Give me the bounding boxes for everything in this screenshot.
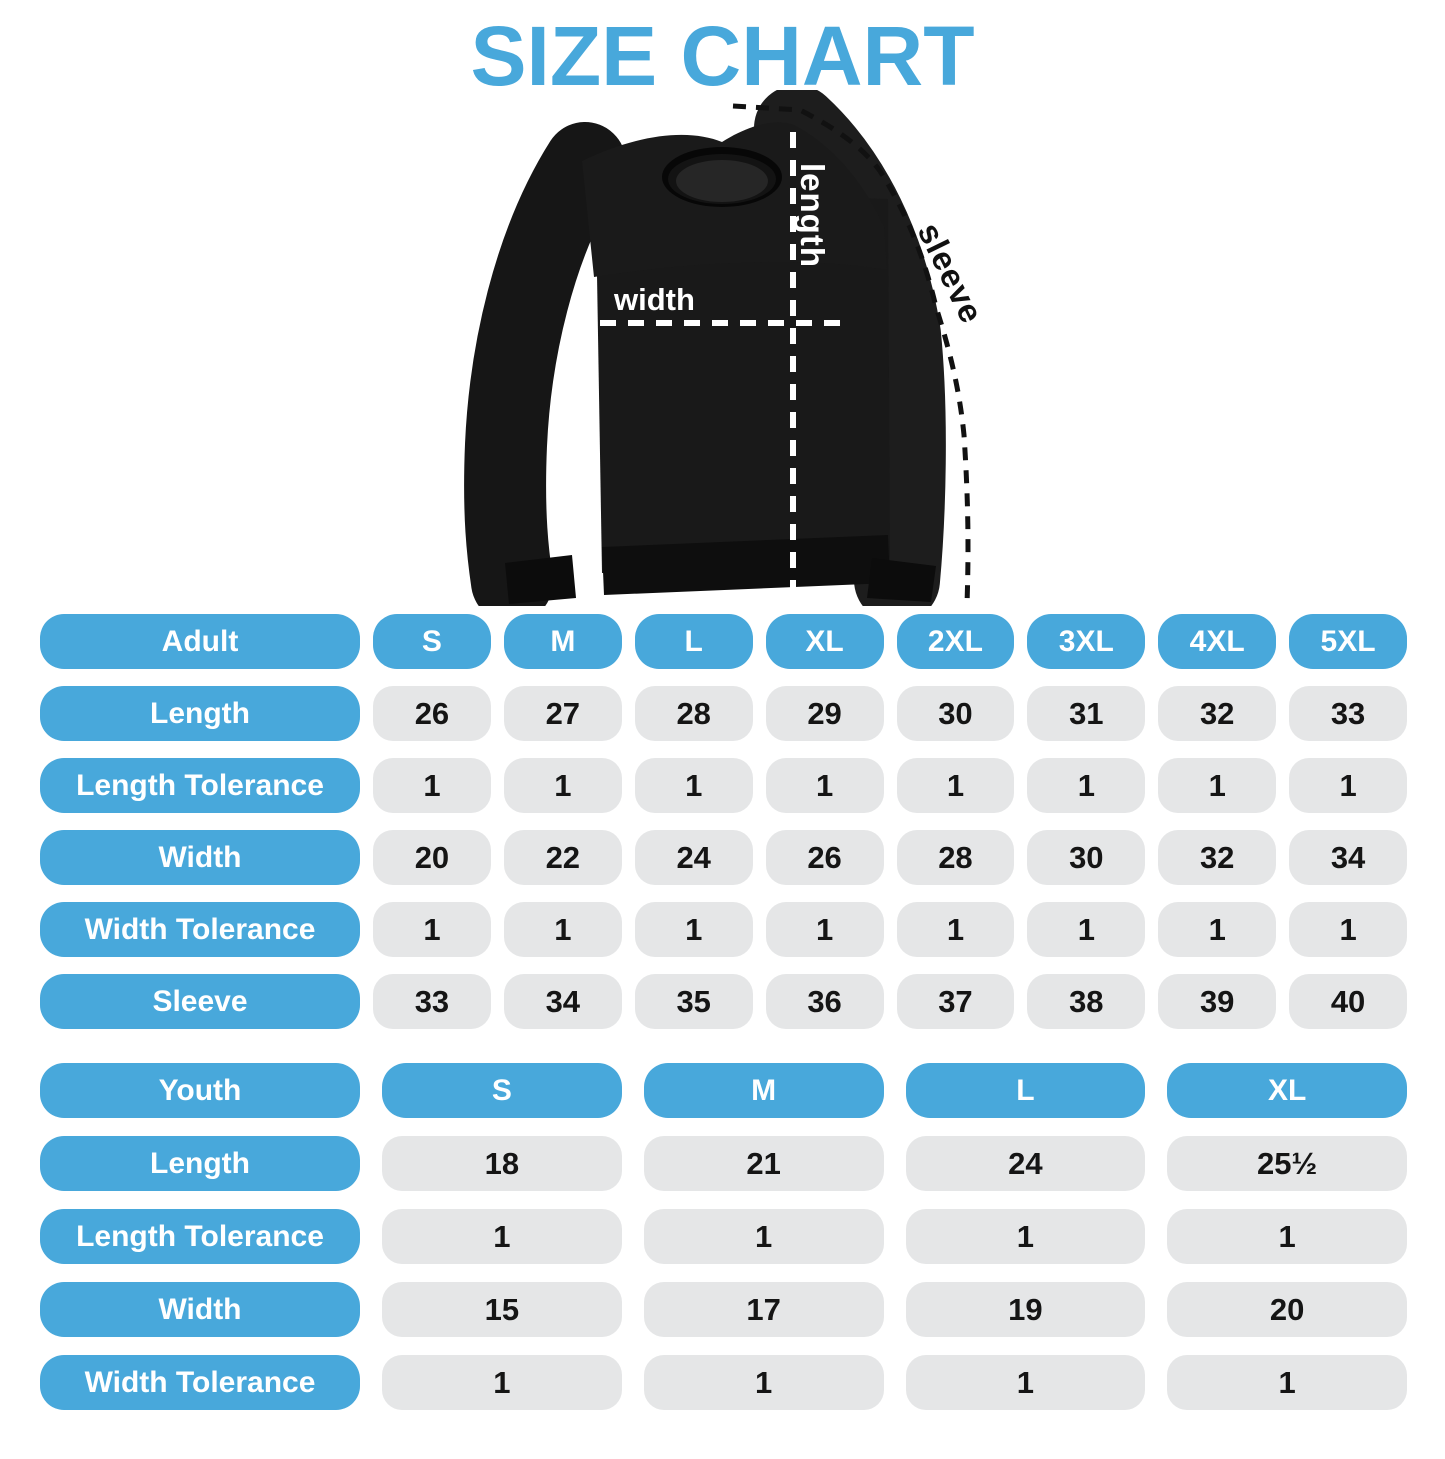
youth-value-cell: 20 [1167, 1282, 1407, 1337]
adult-value-cell: 31 [1027, 686, 1145, 741]
youth-value-cell: 1 [906, 1209, 1146, 1264]
adult-value-cell: 20 [373, 830, 491, 885]
adult-value-cell: 28 [897, 830, 1015, 885]
adult-row-label: Width Tolerance [40, 902, 360, 957]
adult-value-cell: 40 [1289, 974, 1407, 1029]
adult-value-cell: 39 [1158, 974, 1276, 1029]
adult-value-cell: 22 [504, 830, 622, 885]
youth-value-cell: 19 [906, 1282, 1146, 1337]
adult-value-cell: 32 [1158, 830, 1276, 885]
youth-value-cell: 1 [644, 1355, 884, 1410]
youth-value-cell: 1 [382, 1355, 622, 1410]
adult-size-header-2XL: 2XL [897, 614, 1015, 669]
adult-row-label: Length [40, 686, 360, 741]
youth-row-label: Width [40, 1282, 360, 1337]
adult-size-header-S: S [373, 614, 491, 669]
adult-value-cell: 35 [635, 974, 753, 1029]
adult-value-cell: 33 [373, 974, 491, 1029]
youth-value-cell: 25½ [1167, 1136, 1407, 1191]
adult-value-cell: 30 [897, 686, 1015, 741]
adult-value-cell: 24 [635, 830, 753, 885]
adult-value-cell: 36 [766, 974, 884, 1029]
adult-size-header-5XL: 5XL [1289, 614, 1407, 669]
adult-group-header: Adult [40, 614, 360, 669]
adult-value-cell: 30 [1027, 830, 1145, 885]
youth-value-cell: 18 [382, 1136, 622, 1191]
adult-value-cell: 34 [1289, 830, 1407, 885]
adult-value-cell: 1 [504, 902, 622, 957]
youth-value-cell: 17 [644, 1282, 884, 1337]
youth-group-header: Youth [40, 1063, 360, 1118]
adult-value-cell: 1 [1027, 902, 1145, 957]
adult-value-cell: 28 [635, 686, 753, 741]
sweatshirt-shape [505, 122, 936, 604]
adult-size-header-L: L [635, 614, 753, 669]
adult-value-cell: 1 [897, 758, 1015, 813]
adult-size-header-M: M [504, 614, 622, 669]
youth-row-label: Length Tolerance [40, 1209, 360, 1264]
youth-value-cell: 1 [906, 1355, 1146, 1410]
adult-value-cell: 1 [1289, 758, 1407, 813]
size-tables [40, 614, 1407, 1410]
adult-size-table [40, 614, 1407, 1029]
youth-row-label: Width Tolerance [40, 1355, 360, 1410]
adult-value-cell: 32 [1158, 686, 1276, 741]
adult-value-cell: 1 [373, 758, 491, 813]
youth-value-cell: 15 [382, 1282, 622, 1337]
adult-value-cell: 1 [766, 758, 884, 813]
adult-value-cell: 1 [1027, 758, 1145, 813]
youth-size-header-S: S [382, 1063, 622, 1118]
adult-value-cell: 26 [373, 686, 491, 741]
youth-row-label: Length [40, 1136, 360, 1191]
adult-value-cell: 37 [897, 974, 1015, 1029]
adult-value-cell: 1 [1289, 902, 1407, 957]
adult-value-cell: 27 [504, 686, 622, 741]
sweatshirt-measurement-diagram [0, 90, 1445, 606]
adult-size-header-3XL: 3XL [1027, 614, 1145, 669]
adult-value-cell: 1 [897, 902, 1015, 957]
width-measure-label: width [614, 282, 695, 317]
adult-value-cell: 1 [635, 902, 753, 957]
adult-size-header-4XL: 4XL [1158, 614, 1276, 669]
sweatshirt-illustration [0, 90, 1445, 606]
sleeve-measure-label: sleeve [910, 216, 991, 330]
adult-value-cell: 1 [1158, 902, 1276, 957]
youth-value-cell: 21 [644, 1136, 884, 1191]
youth-size-header-XL: XL [1167, 1063, 1407, 1118]
adult-value-cell: 1 [635, 758, 753, 813]
adult-value-cell: 38 [1027, 974, 1145, 1029]
adult-value-cell: 34 [504, 974, 622, 1029]
adult-value-cell: 1 [766, 902, 884, 957]
adult-row-label: Length Tolerance [40, 758, 360, 813]
adult-value-cell: 26 [766, 830, 884, 885]
youth-size-table [40, 1063, 1407, 1410]
youth-value-cell: 1 [382, 1209, 622, 1264]
youth-value-cell: 24 [906, 1136, 1146, 1191]
youth-value-cell: 1 [1167, 1355, 1407, 1410]
youth-value-cell: 1 [644, 1209, 884, 1264]
youth-value-cell: 1 [1167, 1209, 1407, 1264]
adult-value-cell: 1 [1158, 758, 1276, 813]
length-measure-label: length [794, 163, 831, 268]
youth-size-header-L: L [906, 1063, 1146, 1118]
page-title: SIZE CHART [470, 9, 975, 103]
adult-value-cell: 29 [766, 686, 884, 741]
adult-row-label: Sleeve [40, 974, 360, 1029]
adult-value-cell: 1 [504, 758, 622, 813]
adult-size-header-XL: XL [766, 614, 884, 669]
youth-size-header-M: M [644, 1063, 884, 1118]
adult-value-cell: 33 [1289, 686, 1407, 741]
adult-row-label: Width [40, 830, 360, 885]
adult-value-cell: 1 [373, 902, 491, 957]
